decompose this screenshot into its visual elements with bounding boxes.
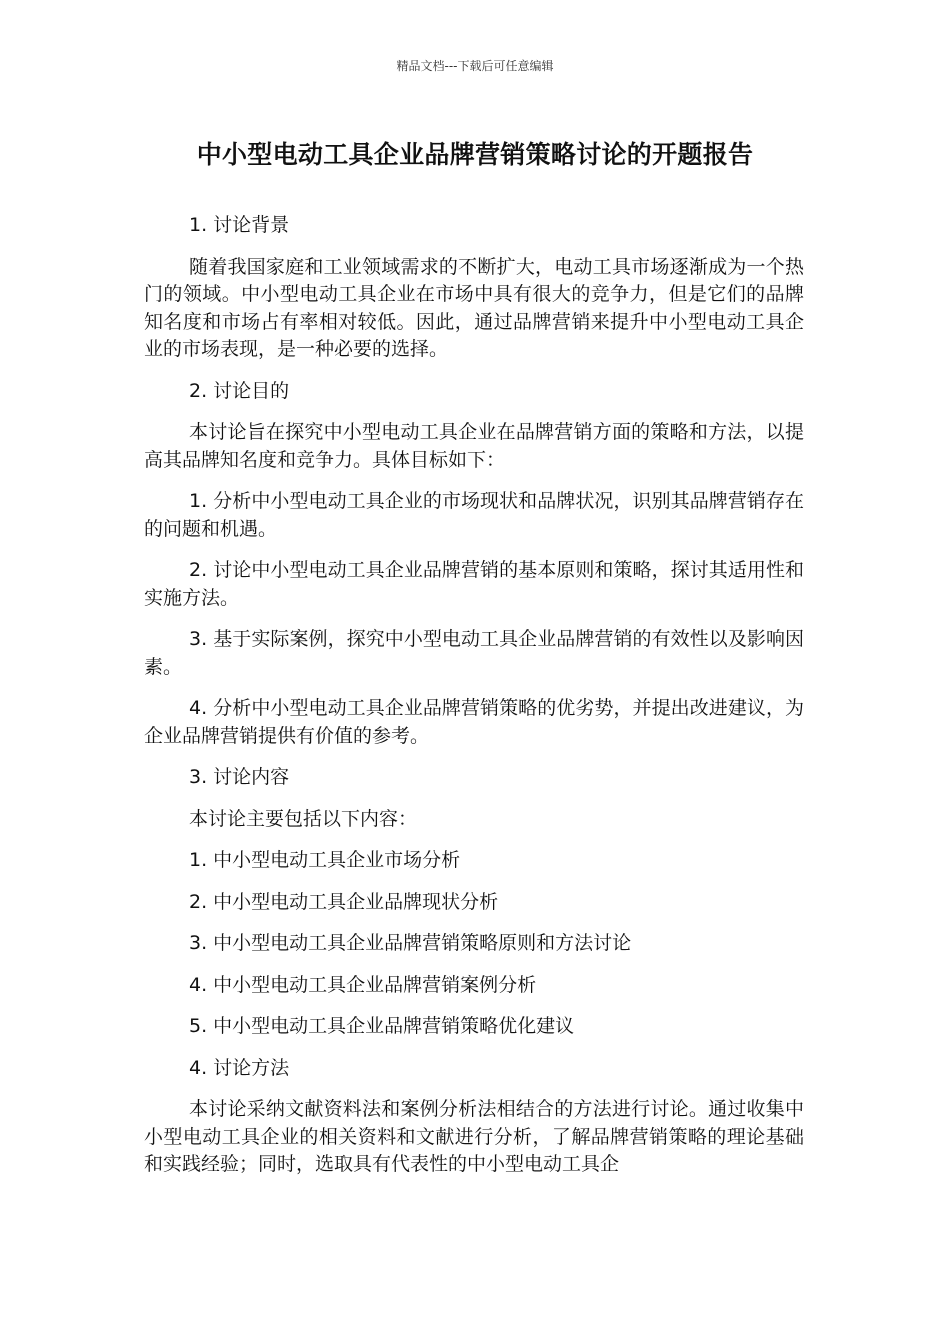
- purpose-item-3: 3. 基于实际案例，探究中小型电动工具企业品牌营销的有效性以及影响因素。: [144, 628, 804, 678]
- section-heading-content: 3. 讨论内容: [189, 766, 290, 788]
- purpose-item-1: 1. 分析中小型电动工具企业的市场现状和品牌状况，识别其品牌营销存在的问题和机遇。: [144, 490, 804, 540]
- content-item-4: 4. 中小型电动工具企业品牌营销案例分析: [189, 973, 537, 996]
- header-note: 精品文档---下载后可任意编辑: [396, 59, 554, 73]
- document-body: [144, 212, 804, 1193]
- section-heading-purpose: 2. 讨论目的: [189, 379, 290, 402]
- content-item-2: 2. 中小型电动工具企业品牌现状分析: [189, 890, 499, 913]
- paragraph-content-intro: 本讨论主要包括以下内容：: [189, 807, 418, 830]
- section-heading-method: 4. 讨论方法: [189, 1056, 290, 1079]
- content-item-1: 1. 中小型电动工具企业市场分析: [189, 849, 461, 871]
- paragraph-purpose: 本讨论旨在探究中小型电动工具企业在品牌营销方面的策略和方法，以提高其品牌知名度和竞争力。具体目标如下：: [144, 421, 804, 471]
- section-heading-background: 1. 讨论背景: [189, 214, 290, 236]
- paragraph-method: 本讨论采纳文献资料法和案例分析法相结合的方法进行讨论。通过收集中小型电动工具企业的相关资料和文献进行分析，了解品牌营销策略的理论基础和实践经验；同时，选取具有代表性的中小型电动工具企: [144, 1098, 804, 1175]
- document-title: 中小型电动工具企业品牌营销策略讨论的开题报告: [196, 140, 754, 169]
- content-item-5: 5. 中小型电动工具企业品牌营销策略优化建议: [189, 1015, 575, 1037]
- paragraph-background: 随着我国家庭和工业领域需求的不断扩大，电动工具市场逐渐成为一个热门的领域。中小型电动工具企业在市场中具有很大的竞争力，但是它们的品牌知名度和市场占有率相对较低。因此，通过品牌营销来提升中小型电动工具企业的市场表现，是一种必要的选择。: [144, 255, 804, 360]
- purpose-item-4: 4. 分析中小型电动工具企业品牌营销策略的优劣势，并提出改进建议，为企业品牌营销提供有价值的参考。: [144, 697, 804, 747]
- content-item-3: 3. 中小型电动工具企业品牌营销策略原则和方法讨论: [189, 932, 632, 954]
- purpose-item-2: 2. 讨论中小型电动工具企业品牌营销的基本原则和策略，探讨其适用性和实施方法。: [144, 559, 804, 609]
